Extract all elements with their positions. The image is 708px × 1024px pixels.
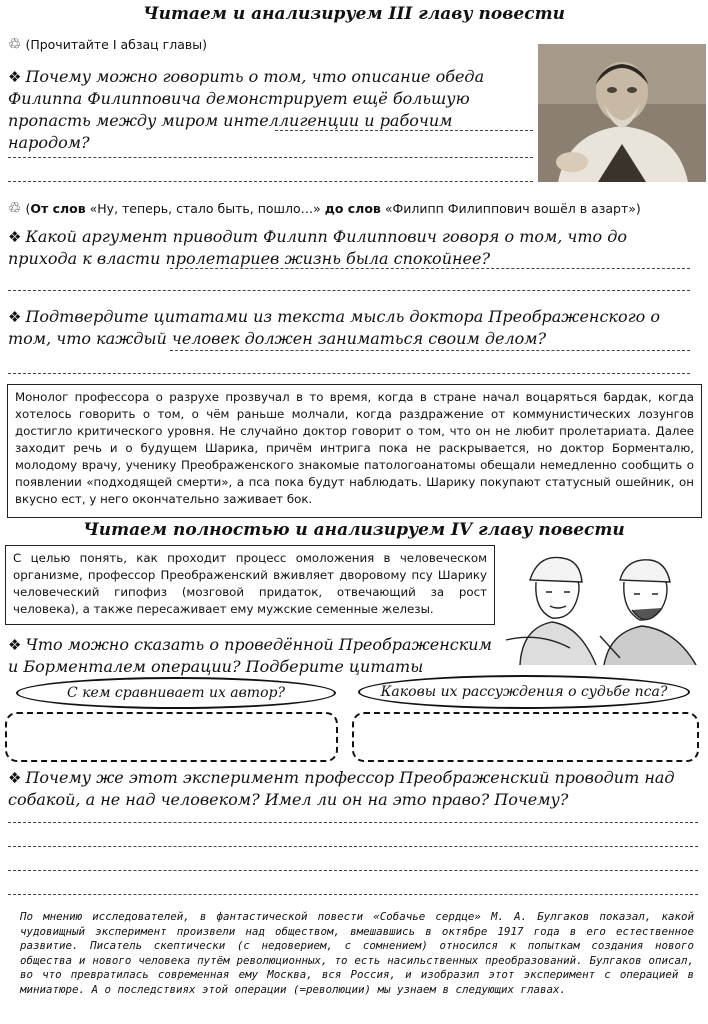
recycle-icon: ♲ [8, 199, 22, 217]
diamond-bullet-icon: ❖ [8, 68, 22, 86]
chapter4-title: Читаем полностью и анализируем IV главу повести [83, 520, 625, 540]
compare-author-oval: С кем сравнивает их автор? [16, 677, 336, 709]
question-2 [8, 226, 698, 270]
instruction-2: ♲ (От слов «Ну, теперь, стало быть, пошло…» до слов «Филипп Филиппович вошёл в азарт») [8, 199, 641, 217]
chapter4-question-2-text: Почему же этот эксперимент профессор Преображенский проводит над собакой, а не над человеком? Имел ли он на это право? Почему? [8, 768, 675, 809]
instruction-2-quote-start: «Ну, теперь, стало быть, пошло…» [89, 201, 321, 216]
footer-note: По мнению исследователей, в фантастической повести «Собачье сердце» М. А. Булгаков показал, какой чудовищный эксперимент произвели над обществом, вмешавшись в октябре 1917 года в его естественное развитие. Писатель скептически (с недоверием, с сомнением) относился к попыткам создания нового общества и нового человека путём революционных, то есть насильственных преобразований. Булгаков описал, во что превратилась современная ему Москва, вся Россия, и изобразил этот эксперимент с операцией в миниатюре. А о последствиях этой операции (=революции) мы узнаем в следующих главах. [20, 910, 694, 996]
answer-line[interactable] [8, 846, 698, 847]
answer-line[interactable] [8, 870, 698, 871]
chapter3-summary-box: Монолог профессора о разрухе прозвучал в то время, когда в стране начал воцаряться бардак, когда хотелось говорить о том, о чём раньше молчали, когда раздражение от коммунистических лозунгов достигло критического уровня. Не случайно доктор говорит о том, что он не любит пролетариата. Далее заходит речь и о будущем Шарика, причём интрига пока не раскрывается, но доктор Борменталю, молодому врачу, ученику Преображенского знакомые патологоанатомы обещали немедленно сообщить о появлении «подходящей смерти», а пса пока будут наблюдать. Шарику покупают статусный ошейник, он вкусно ест, у него окончательно заживает бок. [7, 384, 702, 518]
chapter3-title: Читаем и анализируем III главу повести [143, 4, 565, 24]
answer-line[interactable] [275, 130, 533, 131]
answer-line[interactable] [8, 894, 698, 895]
instruction-1-text: (Прочитайте I абзац главы) [25, 37, 207, 52]
portrait-photo [538, 44, 706, 182]
answer-line[interactable] [8, 157, 533, 158]
question-3-text: Подтвердите цитатами из текста мысль доктора Преображенского о том, что каждый человек должен заниматься своим делом? [8, 307, 661, 348]
question-2-text: Какой аргумент приводит Филипп Филиппович говоря о том, что до прихода к власти пролетариев жизнь была спокойнее? [8, 227, 628, 268]
answer-line[interactable] [170, 350, 690, 351]
diamond-bullet-icon: ❖ [8, 308, 22, 326]
chapter4-question-1 [8, 634, 498, 678]
dog-fate-oval: Каковы их рассуждения о судьбе пса? [358, 675, 690, 709]
chapter4-question-1-text: Что можно сказать о проведённой Преображенским и Борменталем операции? Подберите цитаты [8, 635, 492, 676]
instruction-2-quote-end: «Филипп Филиппович вошёл в азарт» [384, 201, 636, 216]
chapter4-question-2 [8, 767, 700, 811]
answer-line[interactable] [8, 181, 533, 182]
answer-box-left[interactable] [5, 712, 338, 762]
answer-line[interactable] [170, 268, 690, 269]
diamond-bullet-icon: ❖ [8, 228, 22, 246]
question-3 [8, 306, 698, 350]
recycle-icon: ♲ [8, 35, 22, 53]
answer-line[interactable] [8, 290, 690, 291]
answer-box-right[interactable] [352, 712, 699, 762]
instruction-2-from: От слов [30, 201, 86, 216]
surgeons-illustration [500, 540, 705, 665]
chapter4-intro-box: С целью понять, как проходит процесс омоложения в человеческом организме, профессор Преображенский вживляет дворовому псу Шарику человеческий гипофиз (мозговой придаток, отвечающий за рост человека), а также пересаживает ему мужские семенные железы. [5, 545, 495, 625]
answer-line[interactable] [8, 373, 690, 374]
question-1 [8, 66, 538, 154]
instruction-2-to: до слов [324, 201, 381, 216]
diamond-bullet-icon: ❖ [8, 636, 22, 654]
instruction-1 [8, 36, 207, 53]
answer-line[interactable] [8, 822, 698, 823]
diamond-bullet-icon: ❖ [8, 769, 22, 787]
question-1-text: Почему можно говорить о том, что описание обеда Филиппа Филипповича демонстрирует ещё большую пропасть между миром интеллигенции и рабочим народом? [8, 67, 485, 152]
